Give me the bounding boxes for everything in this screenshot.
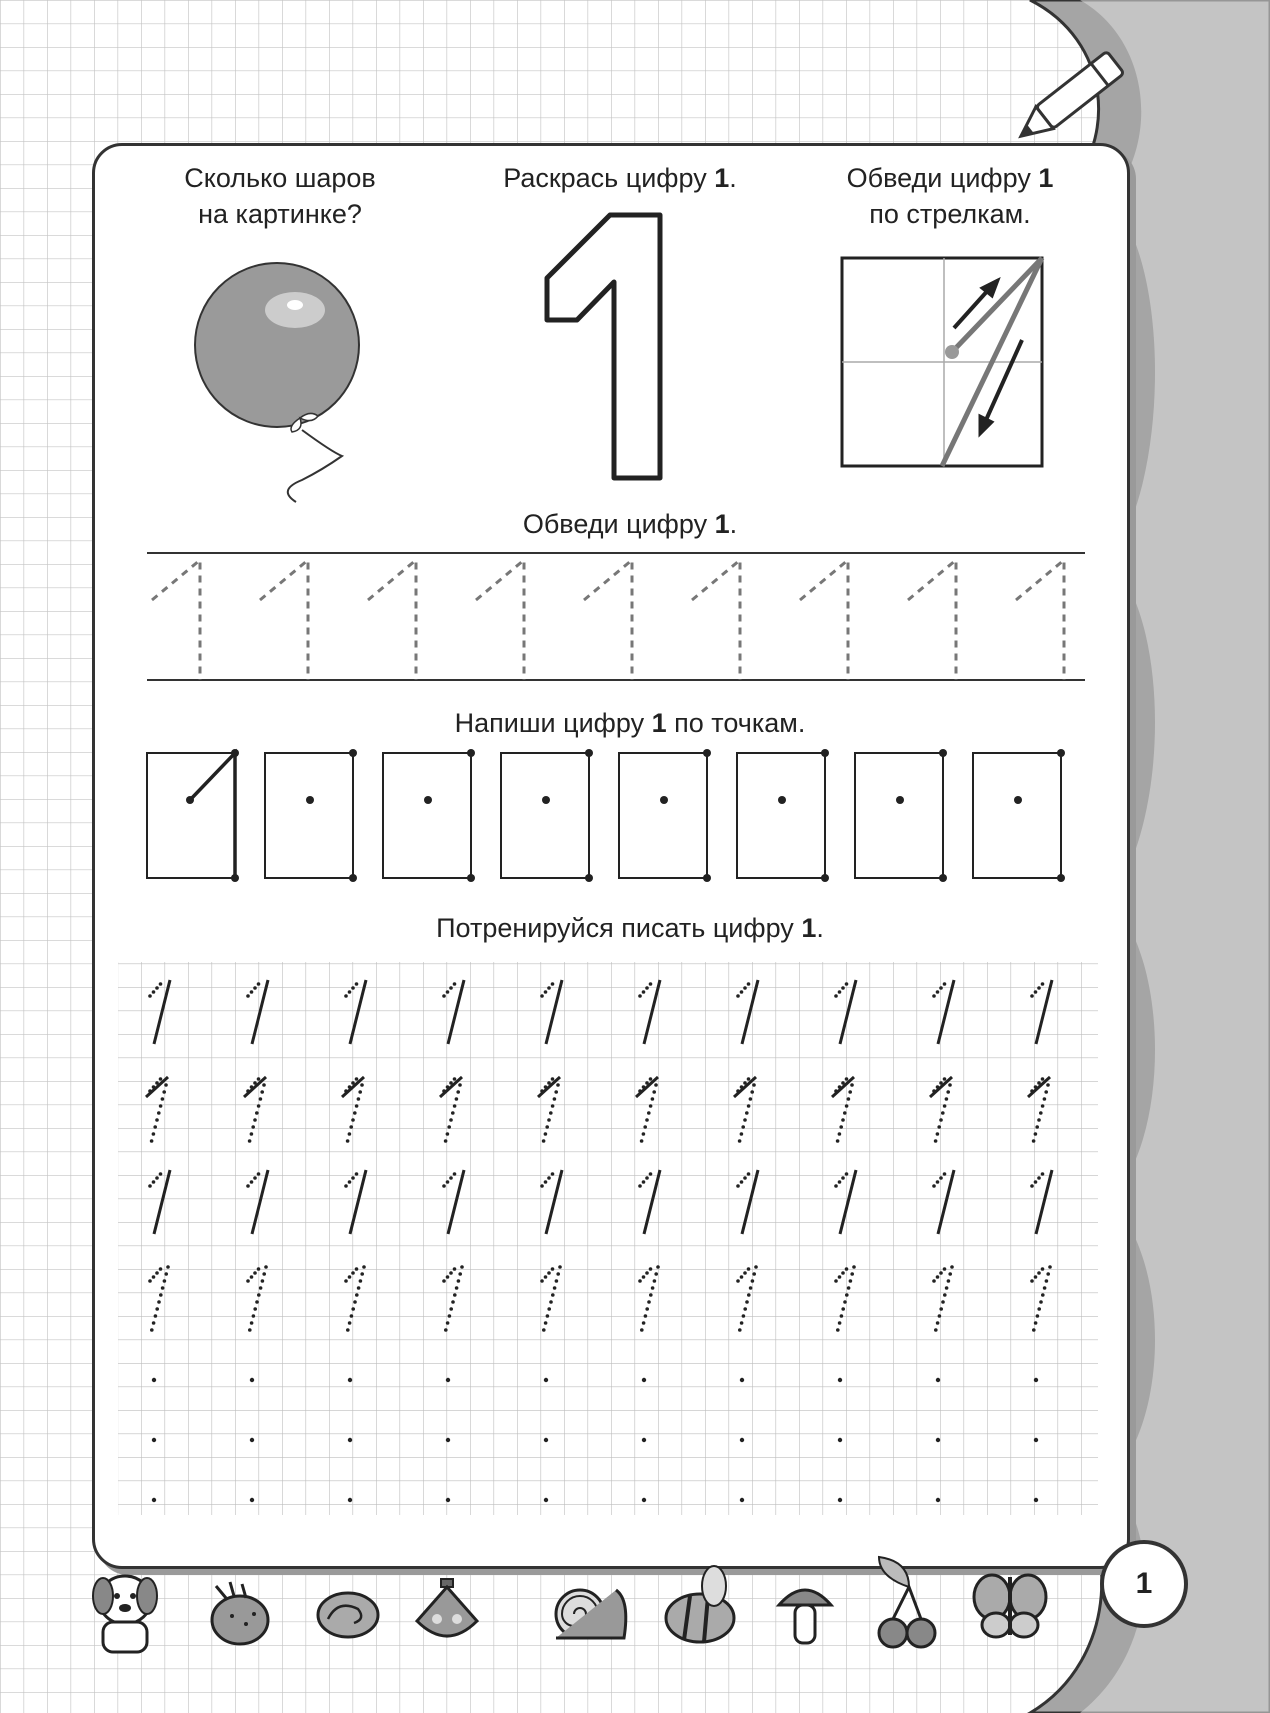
start-dot[interactable] [1034, 1498, 1038, 1502]
task-dots-text: Напиши цифру [454, 708, 652, 738]
task-dots-title [330, 705, 930, 741]
start-dot[interactable] [936, 1378, 940, 1382]
task-practice-end: . [816, 913, 824, 943]
dashed-one[interactable] [476, 560, 524, 680]
dashed-one[interactable] [152, 560, 200, 680]
start-dot[interactable] [740, 1438, 744, 1442]
task-color-text: Раскрась цифру [503, 163, 715, 193]
start-dot[interactable] [152, 1498, 156, 1502]
start-dot[interactable] [936, 1498, 940, 1502]
start-dot[interactable] [348, 1438, 352, 1442]
task-arrows-line2: по стрелкам. [869, 199, 1031, 229]
puppy-icon [93, 1576, 157, 1652]
dot-box[interactable] [855, 749, 947, 882]
task-dots-digit: 1 [651, 708, 667, 738]
snail-icon [556, 1590, 626, 1638]
task-color-digit: 1 [714, 163, 730, 193]
dashed-one[interactable] [908, 560, 956, 680]
start-dot[interactable] [544, 1438, 548, 1442]
start-dot[interactable] [446, 1378, 450, 1382]
dot-box[interactable] [265, 749, 357, 882]
start-dot[interactable] [250, 1498, 254, 1502]
task-balloons-title [150, 160, 410, 232]
dot-boxes-row [147, 749, 1065, 882]
balloon-image [195, 263, 359, 502]
shell-icon [318, 1593, 378, 1637]
task-practice-text: Потренируйся писать цифру [436, 913, 802, 943]
start-dot[interactable] [250, 1378, 254, 1382]
task-arrows-title [810, 160, 1090, 232]
dashed-one[interactable] [584, 560, 632, 680]
task-color-title [430, 160, 810, 196]
dot-box[interactable] [973, 749, 1065, 882]
bottom-icons-row [93, 1557, 1046, 1652]
dot-box[interactable] [619, 749, 711, 882]
task-practice-title [330, 910, 930, 946]
start-dot[interactable] [1034, 1438, 1038, 1442]
arrow-trace-box [842, 258, 1042, 466]
dot-box[interactable] [501, 749, 593, 882]
task-trace-digit: 1 [714, 509, 730, 539]
start-dot[interactable] [152, 1438, 156, 1442]
butterfly-icon [974, 1575, 1046, 1637]
task-balloons-line1: Сколько шаров [184, 163, 376, 193]
start-dot[interactable] [642, 1498, 646, 1502]
start-dot[interactable] [152, 1378, 156, 1382]
dashed-one[interactable] [692, 560, 740, 680]
start-dot[interactable] [740, 1378, 744, 1382]
dashed-one[interactable] [800, 560, 848, 680]
dot-box[interactable] [147, 749, 239, 882]
task-color-end: . [729, 163, 737, 193]
task-trace-end: . [729, 509, 738, 539]
task-dots-rest: по точкам. [666, 708, 806, 738]
start-dot[interactable] [446, 1498, 450, 1502]
mushroom-icon [779, 1590, 831, 1643]
dot-box[interactable] [383, 749, 475, 882]
dashed-one[interactable] [260, 560, 308, 680]
task-trace-title [380, 506, 880, 542]
bee-icon [666, 1566, 734, 1642]
start-dot[interactable] [642, 1378, 646, 1382]
start-dot[interactable] [250, 1438, 254, 1442]
start-dot[interactable] [1034, 1378, 1038, 1382]
cherry-icon [879, 1557, 935, 1647]
task-practice-digit: 1 [801, 913, 817, 943]
start-dot[interactable] [838, 1438, 842, 1442]
ornament-icon [417, 1579, 477, 1636]
start-dot[interactable] [446, 1438, 450, 1442]
start-dot[interactable] [936, 1438, 940, 1442]
task-trace-text: Обведи цифру [522, 509, 715, 539]
start-dot[interactable] [544, 1378, 548, 1382]
task-balloons-line2: на картинке? [198, 199, 362, 229]
task-arrows-digit: 1 [1038, 163, 1054, 193]
strawberry-icon [212, 1582, 268, 1644]
page-number: 1 [1100, 1540, 1188, 1628]
start-dot[interactable] [348, 1498, 352, 1502]
start-dot[interactable] [642, 1438, 646, 1442]
start-dot[interactable] [740, 1498, 744, 1502]
dashed-ones-row [152, 560, 1064, 680]
dashed-one[interactable] [368, 560, 416, 680]
start-dot[interactable] [838, 1378, 842, 1382]
dashed-one[interactable] [1016, 560, 1064, 680]
start-dot[interactable] [838, 1498, 842, 1502]
dot-box[interactable] [737, 749, 829, 882]
start-dot[interactable] [544, 1498, 548, 1502]
big-digit-outline [547, 215, 660, 478]
start-dot[interactable] [348, 1378, 352, 1382]
task-arrows-text: Обведи цифру [846, 163, 1039, 193]
